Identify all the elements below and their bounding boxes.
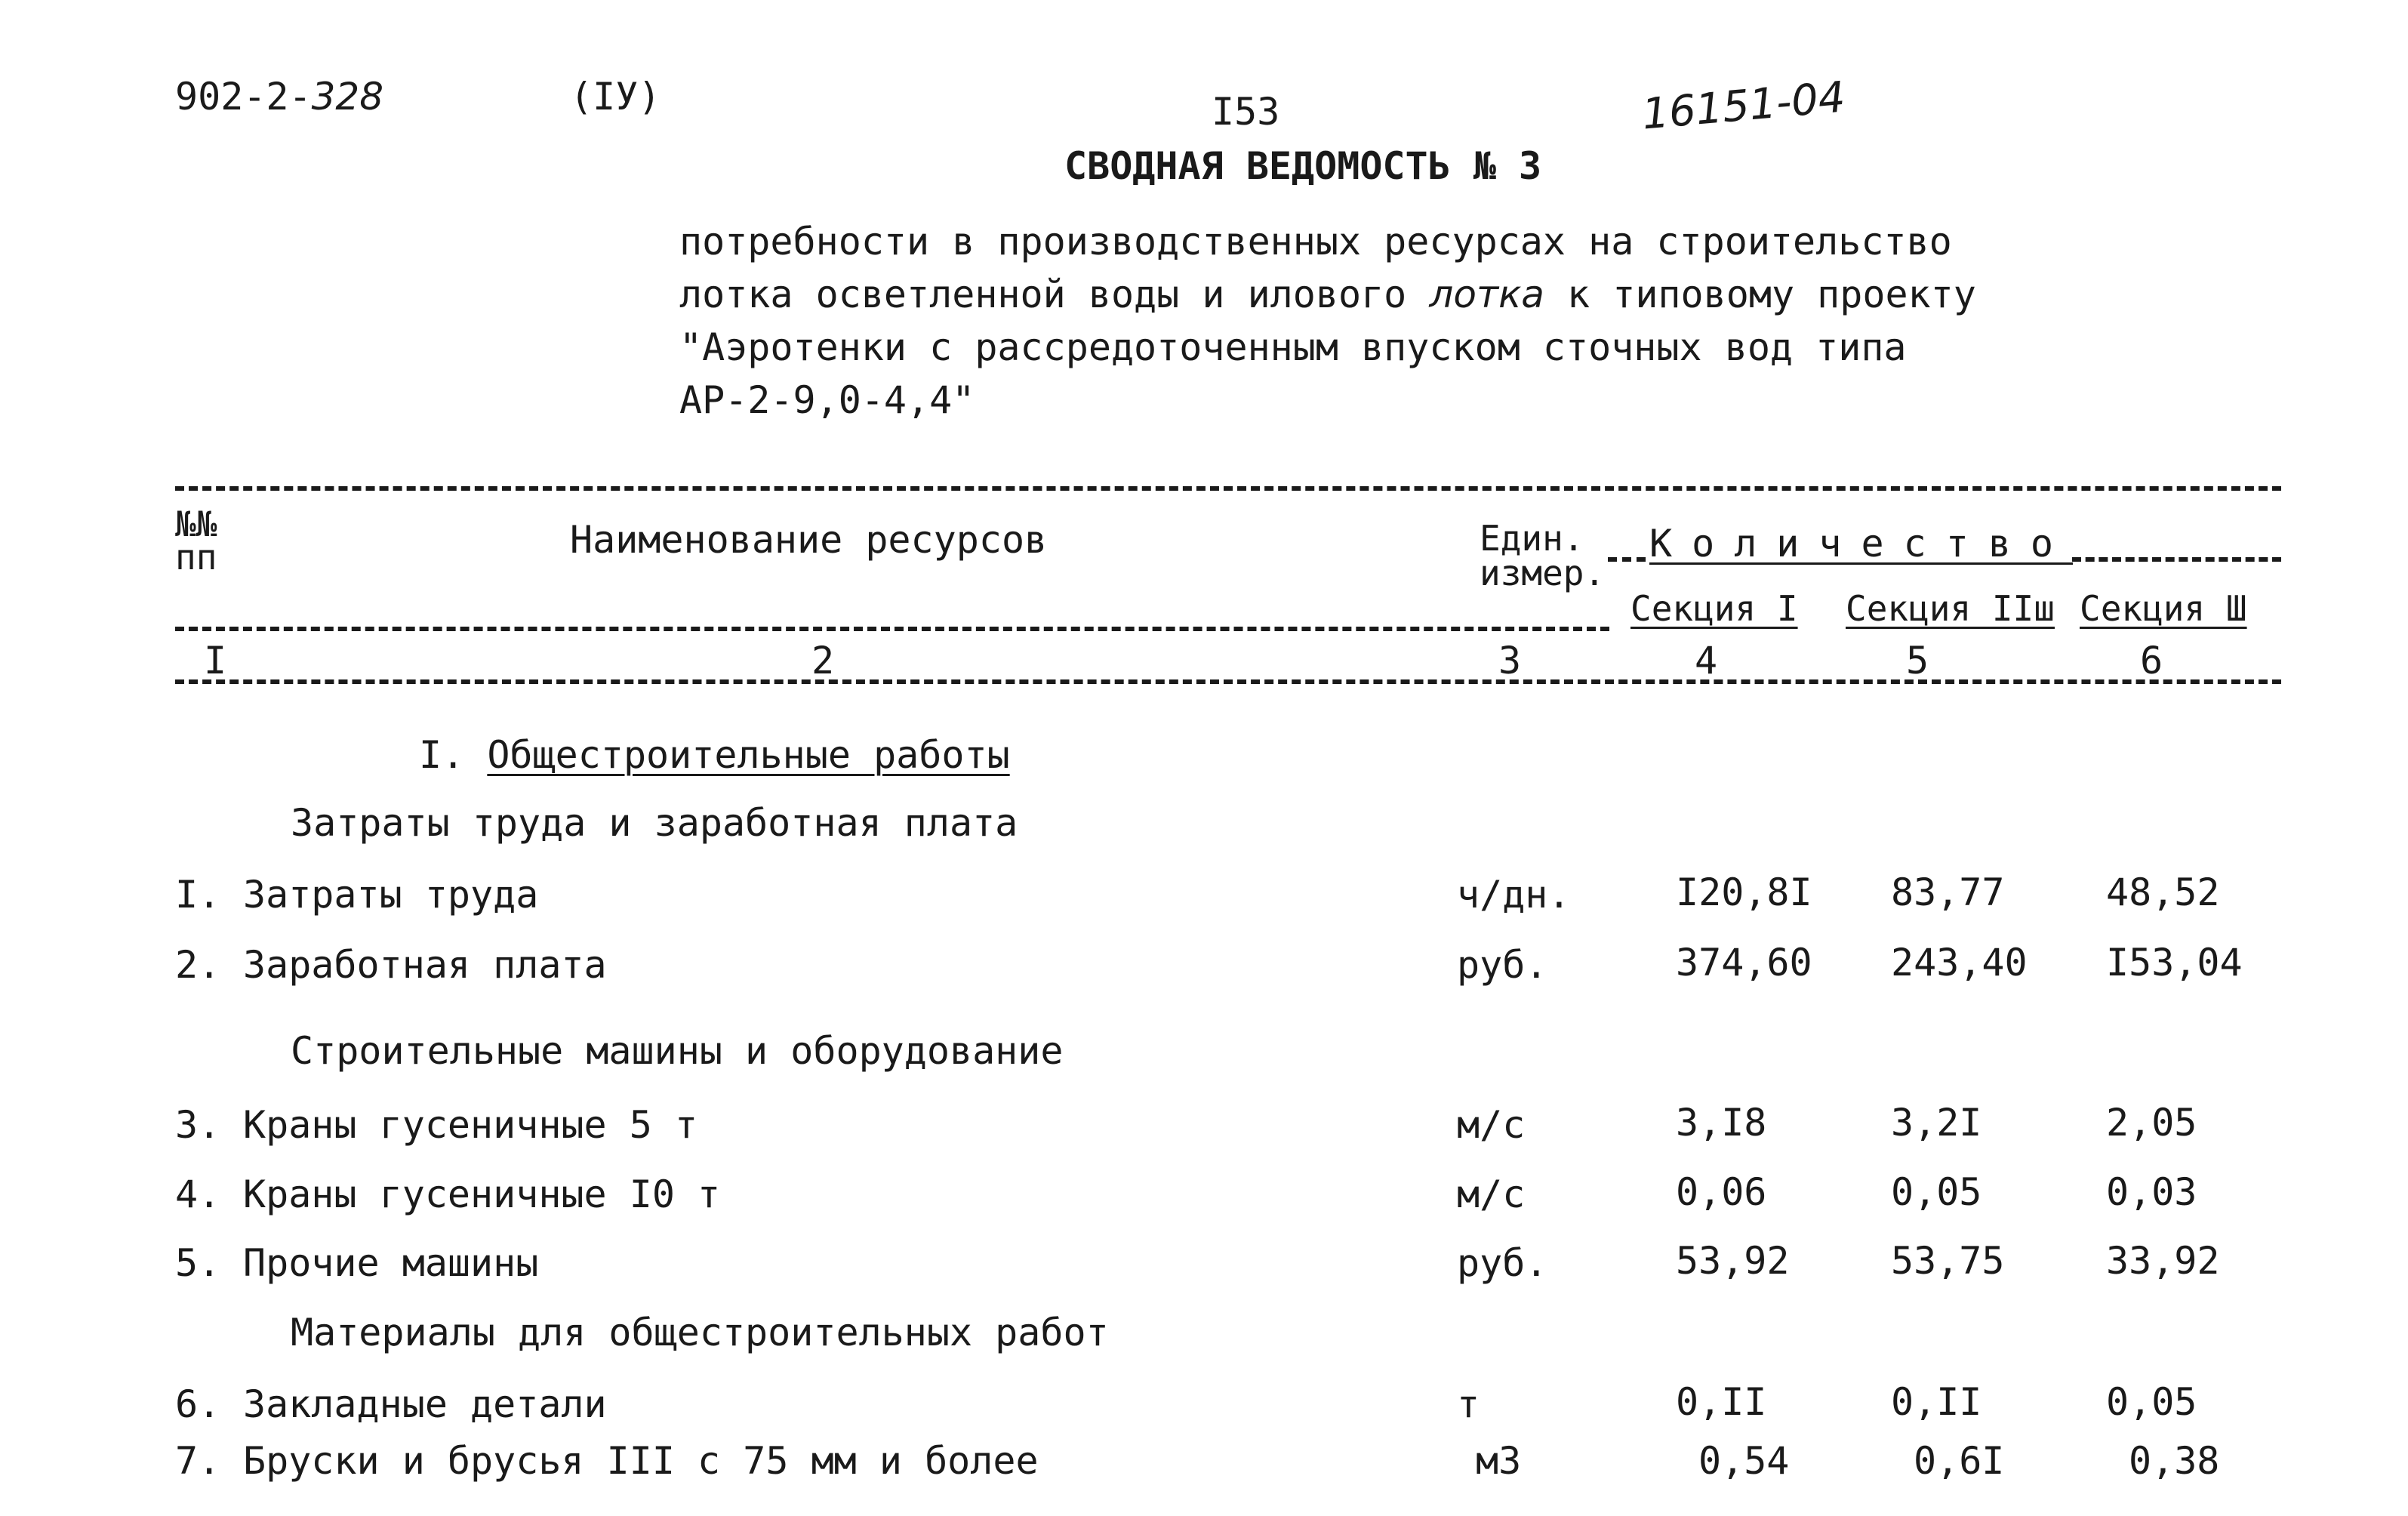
subtitle-line-1: потребности в производственных ресурсах на строительство <box>679 220 1952 263</box>
row-3-unit: м/с <box>1457 1103 1526 1147</box>
row-6-value-2: 0,II <box>1891 1380 1982 1424</box>
document-number: 16151-04 <box>1640 72 1847 140</box>
row-3-number: 3. <box>175 1103 221 1147</box>
series-handwritten: 328 <box>311 75 384 119</box>
section-3-header: Секция Ш <box>2080 588 2247 629</box>
subtitle-line-2: лотка осветленной воды и илового лотка к типовому проекту <box>679 273 1976 316</box>
row-1-number: I. <box>175 873 221 917</box>
row-6-name: Закладные детали <box>243 1382 607 1426</box>
row-2-value-2: 243,40 <box>1891 941 2028 984</box>
row-5-number: 5. <box>175 1241 221 1285</box>
row-3-value-3: 2,05 <box>2106 1101 2197 1145</box>
row-7-name: Бруски и брусья III с 75 мм и более <box>243 1439 1039 1483</box>
row-7-number: 7. <box>175 1439 221 1483</box>
row-3-name: Краны гусеничные 5 т <box>243 1103 698 1147</box>
row-2-value-1: 374,60 <box>1676 941 1812 984</box>
row-4-unit: м/с <box>1457 1172 1526 1216</box>
subtitle-line-4: АР-2-9,0-4,4" <box>679 378 975 422</box>
row-1-value-2: 83,77 <box>1891 870 2005 914</box>
col-quantity-header: Количество <box>1649 522 2074 565</box>
row-5-unit: руб. <box>1457 1241 1548 1285</box>
col-index-4: 4 <box>1695 639 1718 683</box>
col-name-header: Наименование ресурсов <box>570 518 1048 562</box>
row-2-number: 2. <box>175 943 221 987</box>
row-7-value-3: 0,38 <box>2129 1439 2220 1483</box>
col-number-header: №№ пп <box>175 504 217 578</box>
row-7-value-1: 0,54 <box>1698 1439 1790 1483</box>
col-index-3: 3 <box>1498 639 1522 683</box>
col-index-2: 2 <box>811 639 835 683</box>
row-6-value-1: 0,II <box>1676 1380 1767 1424</box>
subtitle-handwritten: лотка <box>1429 273 1544 316</box>
row-5-value-2: 53,75 <box>1891 1239 2005 1283</box>
row-3-value-2: 3,2I <box>1891 1101 1982 1145</box>
row-1-unit: ч/дн. <box>1457 873 1571 917</box>
page-number: I53 <box>1212 90 1280 134</box>
row-5-name: Прочие машины <box>243 1241 539 1285</box>
row-4-name: Краны гусеничные I0 т <box>243 1172 721 1216</box>
section-2-header: Секция IIш <box>1846 588 2055 629</box>
row-4-value-2: 0,05 <box>1891 1170 1982 1214</box>
row-7-value-2: 0,6I <box>1914 1439 2005 1483</box>
subtitle-line-3: "Аэротенки с рассредоточенным впуском сточных вод типа <box>679 325 1907 369</box>
row-6-value-3: 0,05 <box>2106 1380 2197 1424</box>
document-title: СВОДНАЯ ВЕДОМОСТЬ № 3 <box>1064 144 1542 188</box>
row-5-value-3: 33,92 <box>2106 1239 2220 1283</box>
series-code: 902-2-328 <box>175 75 384 119</box>
row-6-unit: т <box>1457 1382 1480 1426</box>
section-1-header: Секция I <box>1630 588 1798 629</box>
row-2-name: Заработная плата <box>243 943 607 987</box>
row-3-value-1: 3,I8 <box>1676 1101 1767 1145</box>
row-2-value-3: I53,04 <box>2106 941 2243 984</box>
row-1-value-1: I20,8I <box>1676 870 1812 914</box>
quantity-dash-right <box>2072 557 2281 562</box>
row-6-number: 6. <box>175 1382 221 1426</box>
row-4-value-1: 0,06 <box>1676 1170 1767 1214</box>
row-1-value-3: 48,52 <box>2106 870 2220 914</box>
col-index-6: 6 <box>2140 639 2163 683</box>
group-heading-machines: Строительные машины и оборудование <box>291 1029 1064 1073</box>
volume-label: (IУ) <box>570 75 661 119</box>
group-heading-materials: Материалы для общестроительных работ <box>291 1311 1109 1354</box>
col-unit-header: Един. измер. <box>1480 518 1606 593</box>
row-4-number: 4. <box>175 1172 221 1216</box>
col-index-1: I <box>204 639 227 683</box>
group-heading-labor: Затраты труда и заработная плата <box>291 801 1018 845</box>
quantity-dash-left <box>1608 557 1646 562</box>
row-5-value-1: 53,92 <box>1676 1239 1790 1283</box>
section-heading: I. Общестроительные работы <box>419 733 1010 777</box>
row-2-unit: руб. <box>1457 943 1548 987</box>
table-top-rule <box>175 486 2281 491</box>
col-index-5: 5 <box>1906 639 1929 683</box>
header-mid-rule <box>175 627 1609 631</box>
header-bottom-rule <box>175 679 2281 684</box>
row-4-value-3: 0,03 <box>2106 1170 2197 1214</box>
row-7-unit: м3 <box>1476 1439 1522 1483</box>
row-1-name: Затраты труда <box>243 873 539 917</box>
